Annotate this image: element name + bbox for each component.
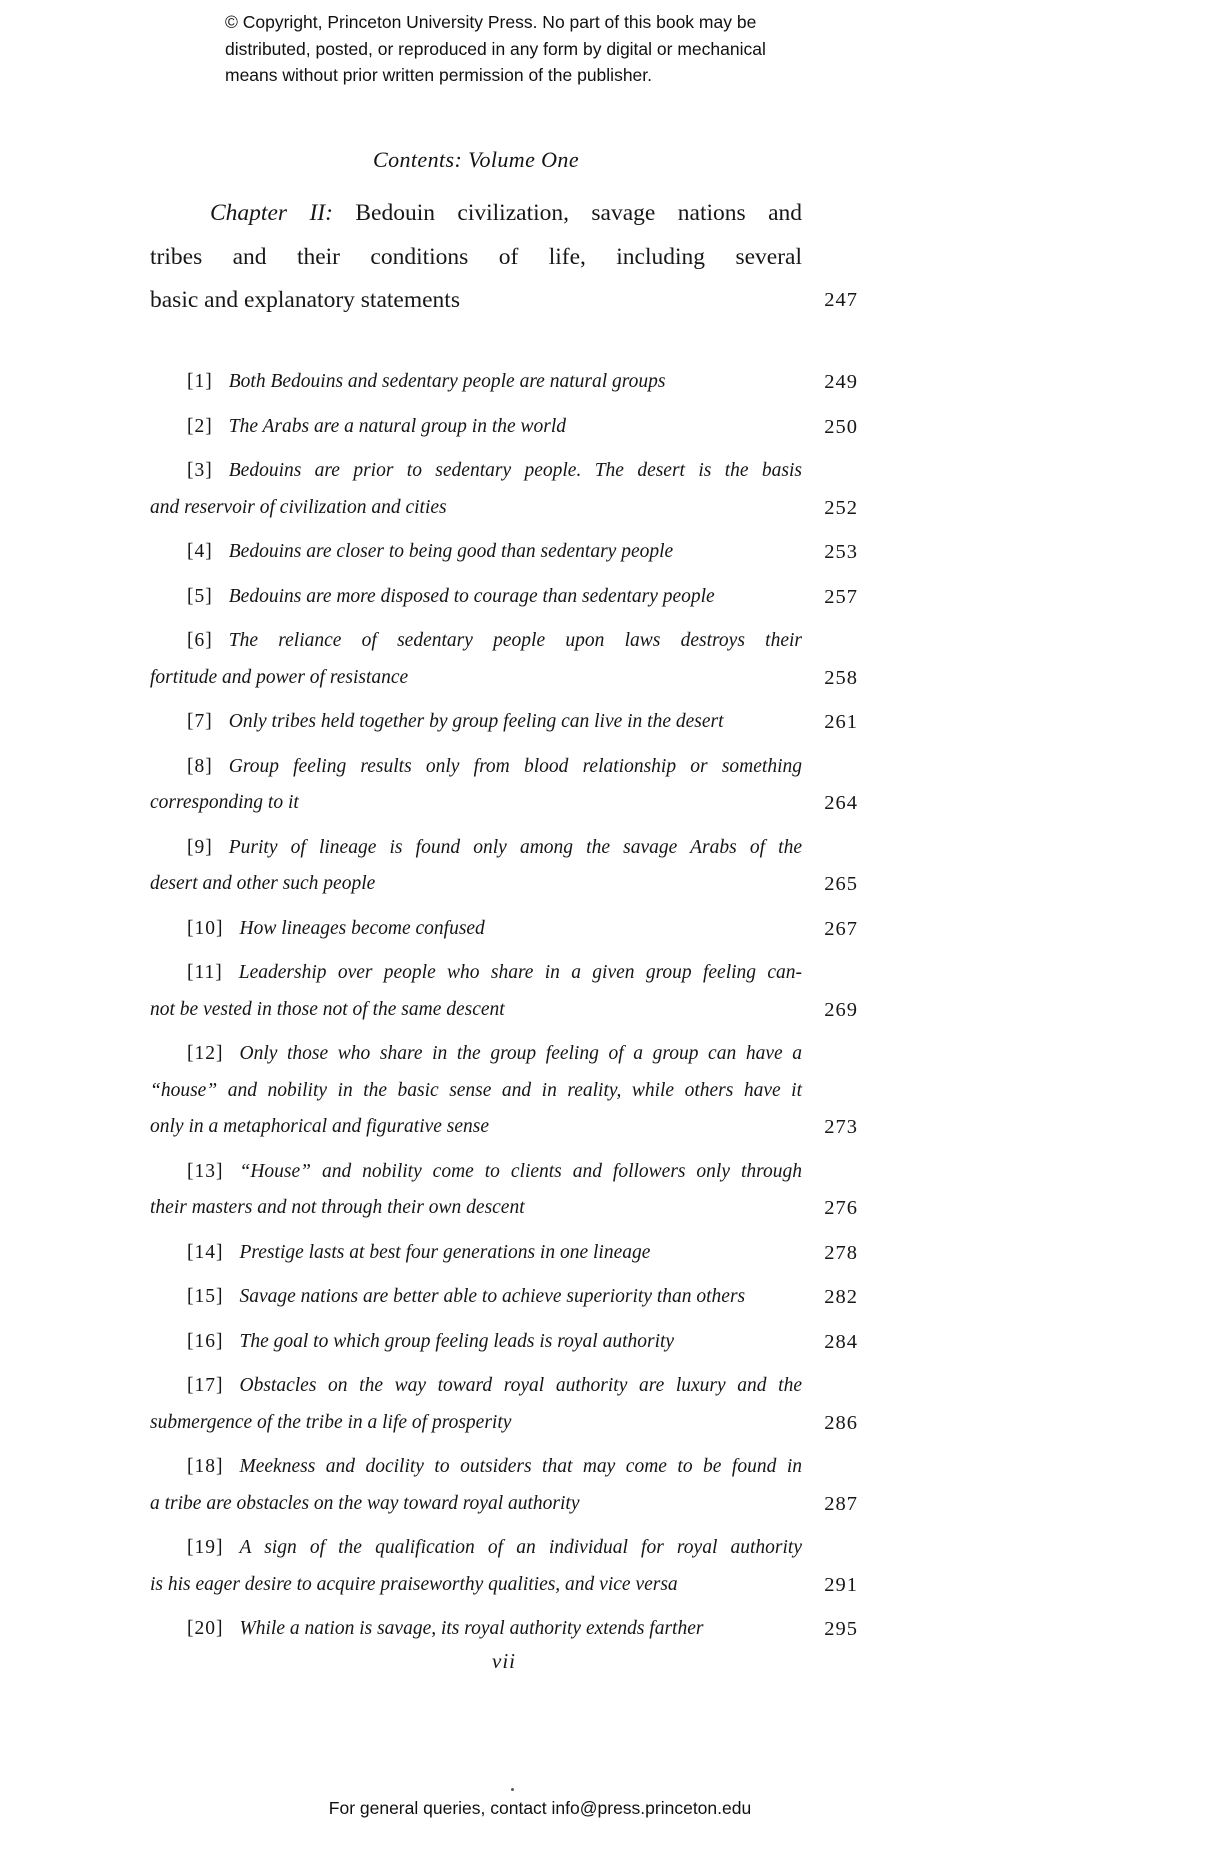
entry-line [150,1611,858,1648]
toc-entry [150,911,858,948]
entry-line-continuation: “house” and nobility in the basic sense and in reality, while others have it [150,1079,802,1101]
entry-page-number: 284 [824,1330,858,1353]
copyright-line: © Copyright, Princeton University Press. No part of this book may be [225,12,757,32]
chapter-heading-line: tribes and their conditions of life, including several [150,243,802,270]
toc-entry [150,1611,858,1648]
entry-page-number: 273 [824,1116,858,1138]
entry-text: Bedouins are more disposed to courage than sedentary people [228,585,715,607]
entry-line-continuation: fortitude and power of resistance [150,666,409,688]
toc-entry [150,534,858,571]
entry-line [150,453,858,490]
entry-text: How lineages become confused [239,917,485,939]
chapter-heading-line [150,279,858,323]
section-title: Contents: Volume One [373,147,579,172]
entry-text: Only those who share in the group feeling of a group can have a [239,1043,802,1064]
toc-entry [150,453,858,526]
entry-line [150,534,858,571]
entry-number: [8] [187,755,213,777]
entry-page-number: 286 [824,1411,858,1434]
entry-text: The reliance of sedentary people upon laws destroys their [228,630,802,651]
entry-number: [7] [187,711,213,732]
chapter-heading [150,192,858,323]
chapter-heading-line [150,192,858,236]
entry-line [150,409,858,446]
entry-line-continuation: and reservoir of civilization and cities [150,496,447,518]
entry-number: [17] [187,1375,224,1396]
entry-number: [6] [187,630,213,651]
entry-page-number: 257 [824,585,858,608]
entry-page-number: 291 [824,1573,858,1596]
entry-text: Bedouins are prior to sedentary people. The desert is the basis [228,460,802,481]
entry-text: The Arabs are a natural group in the world [228,415,567,437]
entry-text: Meekness and docility to outsiders that may come to be found in [239,1456,802,1477]
toc-entry [150,749,858,822]
entry-line-continuation: only in a metaphorical and figurative sense [150,1116,490,1137]
entry-number: [9] [187,836,213,858]
toc-entry [150,830,858,903]
entry-number: [13] [187,1160,224,1182]
chapter-page-number: 247 [824,289,858,311]
entry-line [150,1154,858,1191]
toc-entry [150,623,858,696]
entry-page-number: 282 [824,1286,858,1308]
toc-entry [150,1530,858,1603]
copyright-line: means without prior written permission of the publisher. [225,65,653,85]
entry-page-number: 276 [824,1197,858,1219]
entry-number: [15] [187,1286,224,1307]
entry-number: [2] [187,415,213,437]
entry-page-number: 250 [824,415,858,438]
scan-artifact-dot [511,1788,514,1791]
footer-contact: For general queries, contact info@press.princeton.edu [328,1798,752,1818]
entry-text: Both Bedouins and sedentary people are natural groups [228,371,666,392]
entry-line-continuation: is his eager desire to acquire praiseworthy qualities, and vice versa [150,1573,678,1595]
entry-line [150,364,858,401]
toc-entry [150,955,858,1028]
toc-entry [150,1154,858,1227]
entry-text: Only tribes held together by group feeling can live in the desert [228,711,724,732]
entry-page-number: 264 [824,792,858,814]
folio-page-number: vii [492,1649,516,1673]
entry-line [150,1036,858,1073]
chapter-heading-text: Bedouin civilization, savage nations and [355,200,803,226]
toc-entry [150,704,858,741]
entry-page-number: 249 [824,371,858,393]
entry-number: [11] [187,962,223,983]
copyright-line: distributed, posted, or reproduced in any form by digital or mechanical [225,38,766,59]
toc-entry [150,1279,858,1316]
entry-number: [5] [187,585,213,607]
toc-entry [150,1368,858,1441]
entry-line [150,1449,858,1486]
entry-line-continuation: submergence of the tribe in a life of prosperity [150,1411,512,1433]
entry-text: Leadership over people who share in a given group feeling can- [238,962,802,983]
toc-entry [150,364,858,401]
entry-number: [18] [187,1456,224,1477]
entry-number: [19] [187,1537,224,1558]
entry-number: [12] [187,1043,224,1064]
entry-page-number: 265 [824,873,858,895]
entry-text: Savage nations are better able to achieve superiority than others [239,1286,746,1307]
entry-line [150,1235,858,1272]
entry-line-continuation: corresponding to it [150,792,299,813]
entry-line-continuation: not be vested in those not of the same descent [150,998,505,1020]
chapter-label: Chapter II: [210,200,333,226]
entry-line [150,1279,858,1316]
entry-page-number: 261 [824,711,858,733]
toc-entry [150,1449,858,1522]
entry-page-number: 252 [824,496,858,519]
entry-number: [3] [187,460,213,481]
entry-page-number: 253 [824,541,858,563]
entry-text: While a nation is savage, its royal authority extends farther [239,1618,704,1639]
entry-page-number: 278 [824,1241,858,1264]
entry-text: A sign of the qualification of an individual for royal authority [239,1537,802,1558]
toc-entry [150,409,858,446]
entry-line-continuation: desert and other such people [150,873,376,894]
entry-line [150,704,858,741]
entry-number: [14] [187,1241,224,1263]
entry-text: Obstacles on the way toward royal authority are luxury and the [239,1375,802,1396]
entry-number: [20] [187,1618,224,1639]
toc-entry [150,579,858,616]
entry-number: [4] [187,541,213,562]
entry-page-number: 295 [824,1618,858,1640]
entry-number: [10] [187,917,224,939]
copyright-notice [225,9,766,89]
entry-text: Purity of lineage is found only among the savage Arabs of the [228,836,802,858]
entry-text: Prestige lasts at best four generations in one lineage [239,1241,651,1263]
entry-line [150,1324,858,1361]
entry-line [150,579,858,616]
entry-line [150,911,858,948]
entry-text: Bedouins are closer to being good than sedentary people [228,541,674,562]
entry-page-number: 258 [824,666,858,689]
entry-line [150,1368,858,1405]
entry-page-number: 269 [824,998,858,1021]
entry-text: The goal to which group feeling leads is royal authority [239,1330,675,1352]
entry-page-number: 287 [824,1492,858,1515]
chapter-heading-text: basic and explanatory statements [150,287,460,313]
entry-text: Group feeling results only from blood relationship or something [228,755,802,777]
entry-line [150,955,858,992]
toc-entry [150,1036,858,1146]
entry-line [150,749,858,786]
entry-text: “House” and nobility come to clients and followers only through [239,1160,802,1182]
entry-line [150,830,858,867]
entry-line-continuation: a tribe are obstacles on the way toward royal authority [150,1492,580,1514]
entry-line [150,1530,858,1567]
entry-number: [16] [187,1330,224,1352]
entry-line-continuation: their masters and not through their own descent [150,1197,525,1218]
toc-entry [150,1235,858,1272]
toc-entry [150,1324,858,1361]
entry-page-number: 267 [824,917,858,940]
entry-number: [1] [187,371,213,392]
toc-list [150,364,858,1656]
entry-line [150,623,858,660]
